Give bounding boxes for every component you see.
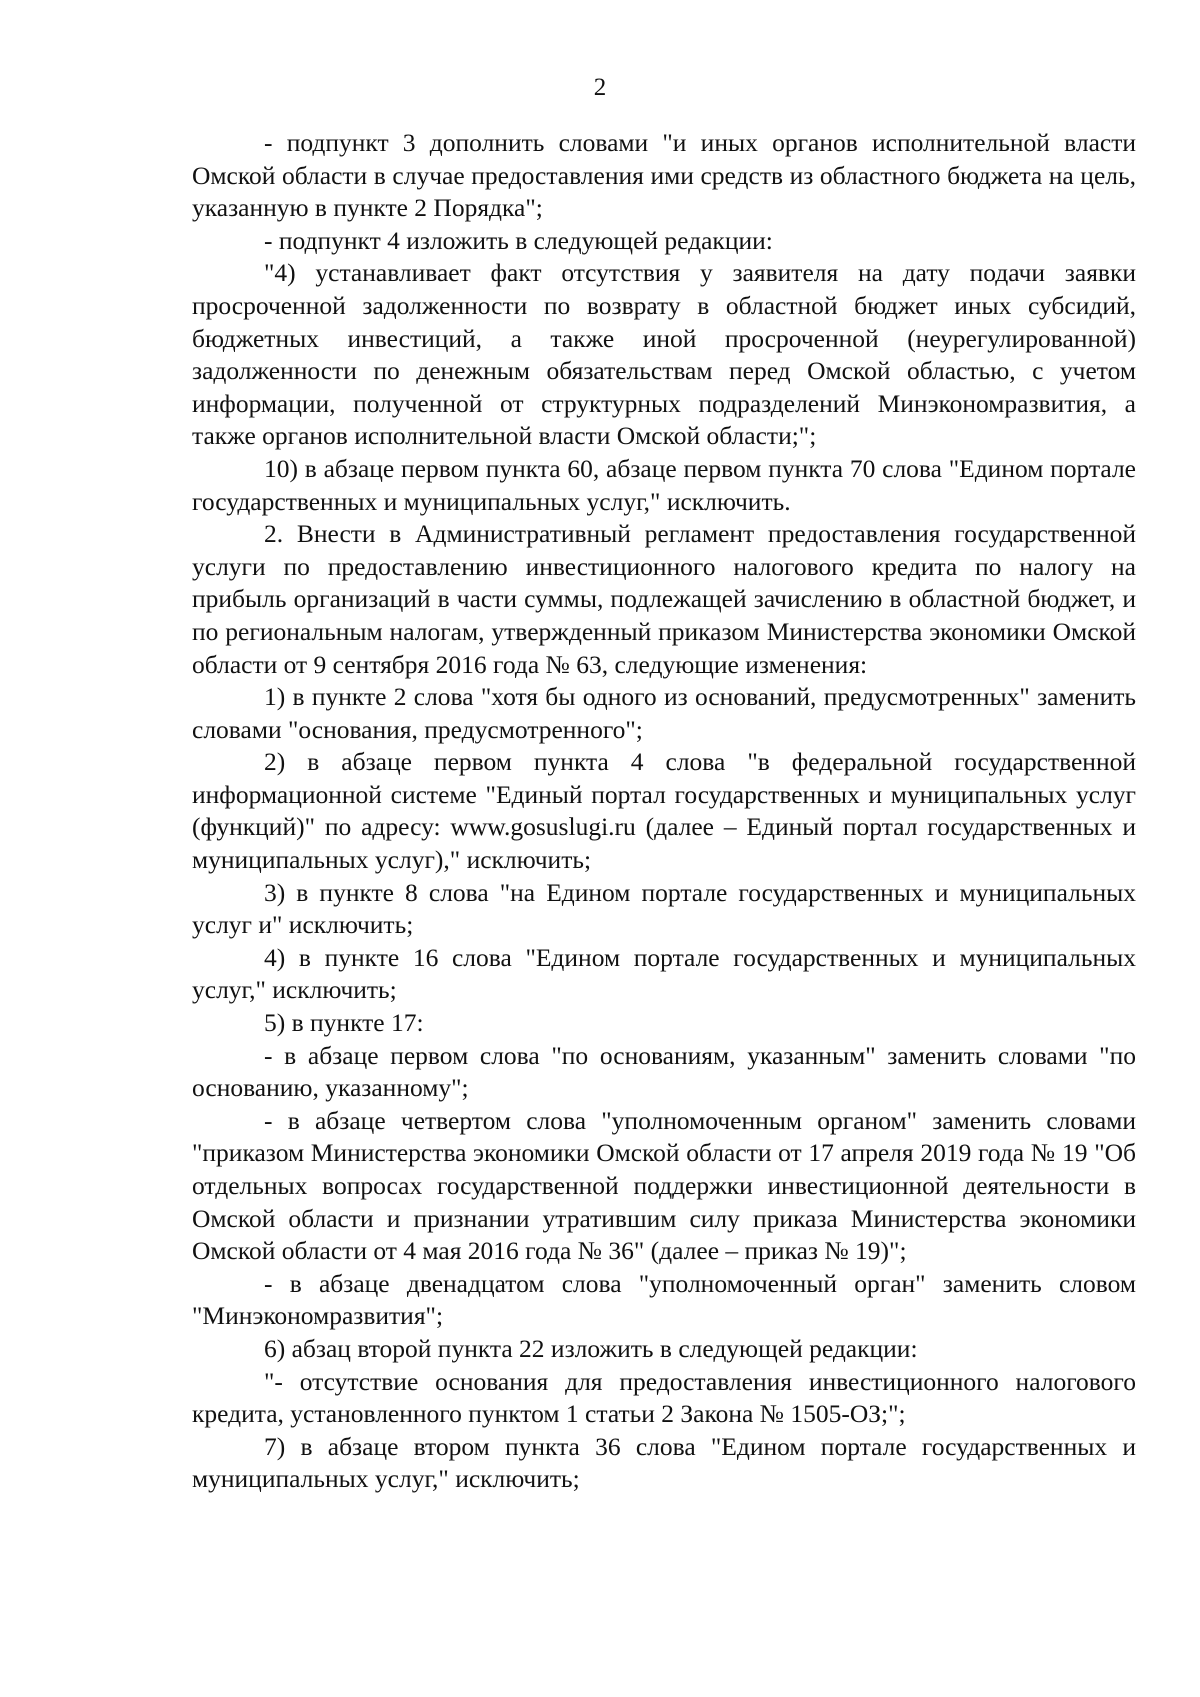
paragraph-item-2: 2) в абзаце первом пункта 4 слова "в федеральной государственной информационной системе "Единый портал государственных и муниципальных услуг (функций)" по адресу: www.gosuslugi.ru (далее – Единый портал государственных и муниципальных услуг)," исключить; [192,747,1136,875]
paragraph-subpoint-4-intro: - подпункт 4 изложить в следующей редакции: [264,225,773,255]
paragraph-item-5: 5) в пункте 17: [264,1008,424,1038]
paragraph-subpoint-3: - подпункт 3 дополнить словами "и иных органов исполнительной власти Омской области в случае предоставления ими средств из областного бюджета на цель, указанную в пункте 2 Порядка"; [192,128,1136,223]
paragraph-item-6: 6) абзац второй пункта 22 изложить в следующей редакции: [264,1333,918,1363]
paragraph-subpoint-4-text: "4) устанавливает факт отсутствия у заявителя на дату подачи заявки просроченной задолженности по возврату в областной бюджет иных субсидий, бюджетных инвестиций, а также иной просроченной (неурегулированной) задолженности по денежным обязательствам перед Омской областью, с учетом информации, полученной от структурных подразделений Минэкономразвития, а также органов исполнительной власти Омской области;"; [192,258,1136,451]
paragraph-item-3: 3) в пункте 8 слова "на Едином портале государственных и муниципальных услуг и" исключить; [192,877,1136,940]
paragraph-item-5-twelfth: - в абзаце двенадцатом слова "уполномоченный орган" заменить словом "Минэкономразвития"; [192,1268,1136,1331]
paragraph-item-5-first: - в абзаце первом слова "по основаниям, указанным" заменить словами "по основанию, указанному"; [192,1040,1136,1103]
paragraph-item-10: 10) в абзаце первом пункта 60, абзаце первом пункта 70 слова "Едином портале государственных и муниципальных услуг," исключить. [192,453,1136,516]
paragraph-section-2: 2. Внести в Административный регламент предоставления государственной услуги по предоставлению инвестиционного налогового кредита по налогу на прибыль организаций в части суммы, подлежащей зачислению в областной бюджет, и по региональным налогам, утвержденный приказом Министерства экономики Омской области от 9 сентября 2016 года № 63, следующие изменения: [192,519,1136,679]
document-body [192,127,1136,1496]
paragraph-item-6-text: "- отсутствие основания для предоставления инвестиционного налогового кредита, установленного пунктом 1 статьи 2 Закона № 1505-ОЗ;"; [192,1366,1136,1429]
paragraph-item-4: 4) в пункте 16 слова "Едином портале государственных и муниципальных услуг," исключить; [192,942,1136,1005]
paragraph-item-1: 1) в пункте 2 слова "хотя бы одного из оснований, предусмотренных" заменить словами "основания, предусмотренного"; [192,682,1136,744]
paragraph-item-7: 7) в абзаце втором пункта 36 слова "Едином портале государственных и муниципальных услуг," исключить; [192,1431,1136,1494]
paragraph-item-5-fourth: - в абзаце четвертом слова "уполномоченным органом" заменить словами "приказом Министерства экономики Омской области от 17 апреля 2019 года № 19 "Об отдельных вопросах государственной поддержки инвестиционной деятельности в Омской области и признании утратившим силу приказа Министерства экономики Омской области от 4 мая 2016 года № 36" (далее – приказ № 19)"; [192,1105,1136,1266]
page-number: 2 [593,74,607,101]
